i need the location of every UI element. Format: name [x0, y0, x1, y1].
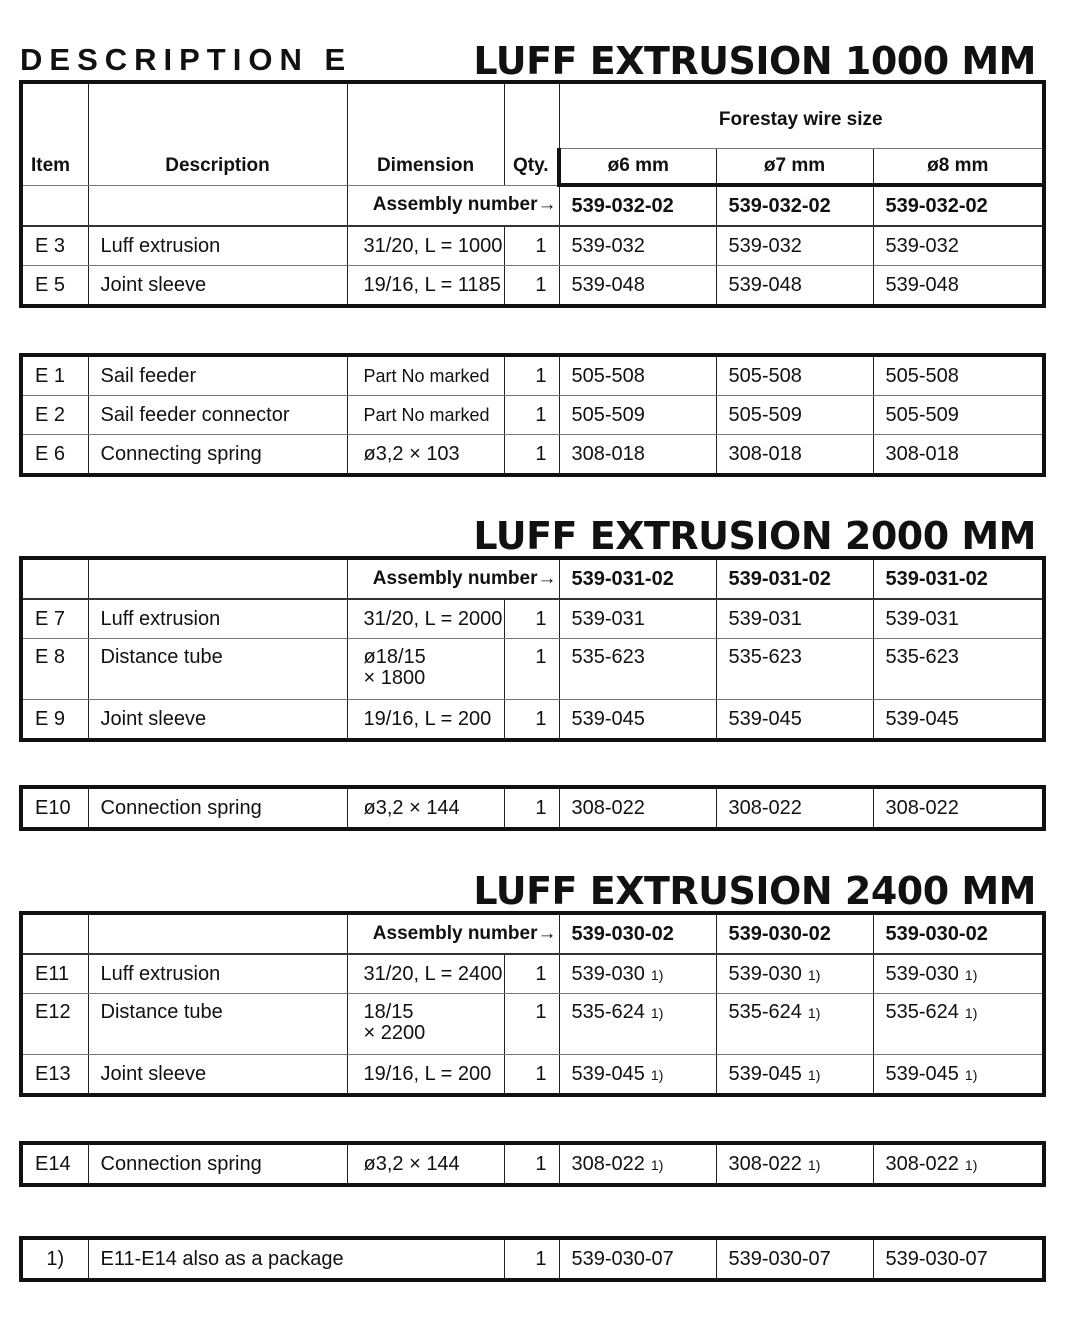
part-number: 539-045: [716, 700, 873, 741]
item-code: E 5: [21, 266, 88, 307]
item-description: Luff extrusion: [88, 954, 347, 994]
part-number: 539-045 1): [716, 1055, 873, 1096]
item-code: E 7: [21, 599, 88, 639]
item-qty: 1: [504, 396, 559, 435]
part-number: 535-623: [873, 639, 1044, 700]
item-qty: 1: [504, 1143, 559, 1185]
item-dimension: ø3,2 × 144: [347, 787, 504, 829]
part-number: 539-030-07: [716, 1238, 873, 1280]
item-code: E 9: [21, 700, 88, 741]
item-description: Sail feeder connector: [88, 396, 347, 435]
item-qty: 1: [504, 435, 559, 476]
part-number: 539-048: [716, 266, 873, 307]
footnote-ref: 1): [650, 1156, 664, 1173]
part-number: 535-624 1): [716, 994, 873, 1055]
footnote-ref: 1): [650, 1066, 664, 1083]
part-number: 308-018: [716, 435, 873, 476]
footnote-ref: 1): [964, 1066, 978, 1083]
assembly-number: 539-030-02: [716, 913, 873, 954]
item-qty: 1: [504, 599, 559, 639]
item-dimension: ø3,2 × 144: [347, 1143, 504, 1185]
assembly-number: 539-032-02: [873, 185, 1044, 226]
table-row: [21, 994, 1044, 1055]
item-description: Luff extrusion: [88, 599, 347, 639]
part-number: 539-045 1): [559, 1055, 716, 1096]
item-qty: 1: [504, 639, 559, 700]
part-number: 535-623: [716, 639, 873, 700]
assembly-number: 539-031-02: [873, 558, 1044, 599]
part-number: 505-508: [716, 355, 873, 396]
part-number: 539-030 1): [873, 954, 1044, 994]
part-number: 505-508: [873, 355, 1044, 396]
table-row: [21, 435, 1044, 476]
document-title: DESCRIPTION E: [20, 42, 353, 77]
header-size-8: ø8 mm: [873, 149, 1044, 186]
item-dimension: [347, 639, 504, 700]
header-dimension: Dimension: [347, 82, 504, 185]
table-row: [21, 1238, 1044, 1280]
assembly-number: 539-030-02: [559, 913, 716, 954]
item-qty: 1: [504, 1055, 559, 1096]
footnote-ref: 1): [807, 966, 821, 983]
header-size-7: ø7 mm: [716, 149, 873, 186]
dimension-line-2: × 1800: [363, 667, 426, 689]
item-code: E11: [21, 954, 88, 994]
item-qty: 1: [504, 787, 559, 829]
item-code: E13: [21, 1055, 88, 1096]
footnote-mark: 1): [21, 1238, 88, 1280]
item-description: Connecting spring: [88, 435, 347, 476]
item-description: Joint sleeve: [88, 266, 347, 307]
part-number: 535-623: [559, 639, 716, 700]
table-row: [21, 954, 1044, 994]
assembly-number: 539-031-02: [559, 558, 716, 599]
assembly-label: Assembly number→: [347, 913, 559, 954]
item-code: E 1: [21, 355, 88, 396]
footnote-ref: 1): [807, 1005, 821, 1021]
item-description: Sail feeder: [88, 355, 347, 396]
part-number: 539-045: [873, 700, 1044, 741]
item-code: E 3: [21, 226, 88, 266]
item-code: E14: [21, 1143, 88, 1185]
footnote-ref: 1): [650, 1005, 664, 1021]
part-number: 539-032: [559, 226, 716, 266]
package-description: E11-E14 also as a package: [88, 1238, 504, 1280]
item-description: Joint sleeve: [88, 1055, 347, 1096]
item-dimension: 19/16, L = 1185: [347, 266, 504, 307]
table-row: [21, 1055, 1044, 1096]
assembly-label: Assembly number→: [347, 558, 559, 599]
part-number: 505-509: [873, 396, 1044, 435]
assembly-row: [21, 913, 1044, 954]
item-qty: 1: [504, 266, 559, 307]
part-number: 539-031: [716, 599, 873, 639]
parts-table-2400: [19, 911, 1046, 1097]
table-row: [21, 639, 1044, 700]
assembly-label: Assembly number→: [347, 185, 559, 226]
table-row: [21, 1143, 1044, 1185]
assembly-number: 539-030-02: [873, 913, 1044, 954]
item-code: E 6: [21, 435, 88, 476]
item-qty: 1: [504, 355, 559, 396]
item-description: Luff extrusion: [88, 226, 347, 266]
part-number: 308-022: [873, 787, 1044, 829]
item-dimension: 31/20, L = 2000: [347, 599, 504, 639]
table-row: [21, 599, 1044, 639]
package-table: [19, 1236, 1046, 1282]
part-number: 539-030-07: [559, 1238, 716, 1280]
table-row: [21, 396, 1044, 435]
footnote-ref: 1): [807, 1156, 821, 1173]
item-qty: 1: [504, 700, 559, 741]
part-number: 308-022: [559, 787, 716, 829]
part-number: 539-031: [559, 599, 716, 639]
item-description: Joint sleeve: [88, 700, 347, 741]
assembly-number: 539-032-02: [559, 185, 716, 226]
item-code: E12: [21, 994, 88, 1055]
part-number: 539-031: [873, 599, 1044, 639]
table-row: [21, 787, 1044, 829]
header-description: Description: [88, 82, 347, 185]
parts-table-2000-extras: [19, 785, 1046, 831]
part-number: 535-624 1): [873, 994, 1044, 1055]
part-number: 539-032: [716, 226, 873, 266]
item-dimension: 31/20, L = 1000: [347, 226, 504, 266]
item-dimension: 31/20, L = 2400: [347, 954, 504, 994]
assembly-row: [21, 558, 1044, 599]
item-code: E 2: [21, 396, 88, 435]
footnote-ref: 1): [964, 1005, 978, 1021]
item-qty: 1: [504, 226, 559, 266]
assembly-number: 539-031-02: [716, 558, 873, 599]
part-number: 539-045 1): [873, 1055, 1044, 1096]
section-title-2400: LUFF EXTRUSION 2400 MM: [473, 869, 1036, 913]
footnote-ref: 1): [964, 1156, 978, 1173]
part-number: 505-509: [716, 396, 873, 435]
part-number: 308-018: [559, 435, 716, 476]
dimension-line-1: ø18/15: [363, 646, 426, 668]
part-number: 308-018: [873, 435, 1044, 476]
parts-table-1000-extras: [19, 353, 1046, 477]
item-dimension: 19/16, L = 200: [347, 1055, 504, 1096]
item-dimension: [347, 994, 504, 1055]
item-dimension: ø3,2 × 103: [347, 435, 504, 476]
part-number: 539-032: [873, 226, 1044, 266]
part-number: 539-030-07: [873, 1238, 1044, 1280]
item-description: Distance tube: [88, 639, 347, 700]
header-qty: Qty.: [504, 82, 559, 185]
footnote-ref: 1): [807, 1066, 821, 1083]
item-dimension: Part No marked: [347, 355, 504, 396]
header-item: Item: [21, 82, 88, 185]
part-number: 308-022 1): [559, 1143, 716, 1185]
footnote-ref: 1): [964, 966, 978, 983]
item-description: Connection spring: [88, 1143, 347, 1185]
parts-table-2000: [19, 556, 1046, 742]
table-row: [21, 355, 1044, 396]
item-code: E 8: [21, 639, 88, 700]
table-row: [21, 700, 1044, 741]
part-number: 535-624 1): [559, 994, 716, 1055]
item-code: E10: [21, 787, 88, 829]
part-number: 308-022: [716, 787, 873, 829]
item-dimension: Part No marked: [347, 396, 504, 435]
item-description: Distance tube: [88, 994, 347, 1055]
dimension-line-1: 18/15: [363, 1001, 414, 1023]
dimension-line-2: × 2200: [363, 1022, 426, 1044]
part-number: 539-048: [873, 266, 1044, 307]
table-row: [21, 226, 1044, 266]
table-row: [21, 266, 1044, 307]
footnote-ref: 1): [650, 966, 664, 983]
header-size-6: ø6 mm: [559, 149, 716, 186]
part-number: 505-508: [559, 355, 716, 396]
section-title-2000: LUFF EXTRUSION 2000 MM: [473, 514, 1036, 558]
header-forestay: Forestay wire size: [559, 82, 1044, 149]
part-number: 539-030 1): [559, 954, 716, 994]
assembly-number: 539-032-02: [716, 185, 873, 226]
part-number: 539-045: [559, 700, 716, 741]
assembly-row: [21, 185, 1044, 226]
item-dimension: 19/16, L = 200: [347, 700, 504, 741]
part-number: 539-030 1): [716, 954, 873, 994]
item-qty: 1: [504, 954, 559, 994]
part-number: 539-048: [559, 266, 716, 307]
parts-table-1000: [19, 80, 1046, 308]
part-number: 308-022 1): [873, 1143, 1044, 1185]
item-qty: 1: [504, 994, 559, 1055]
part-number: 505-509: [559, 396, 716, 435]
item-qty: 1: [504, 1238, 559, 1280]
parts-table-2400-extras: [19, 1141, 1046, 1187]
section-title-1000: LUFF EXTRUSION 1000 MM: [473, 39, 1036, 83]
item-description: Connection spring: [88, 787, 347, 829]
part-number: 308-022 1): [716, 1143, 873, 1185]
